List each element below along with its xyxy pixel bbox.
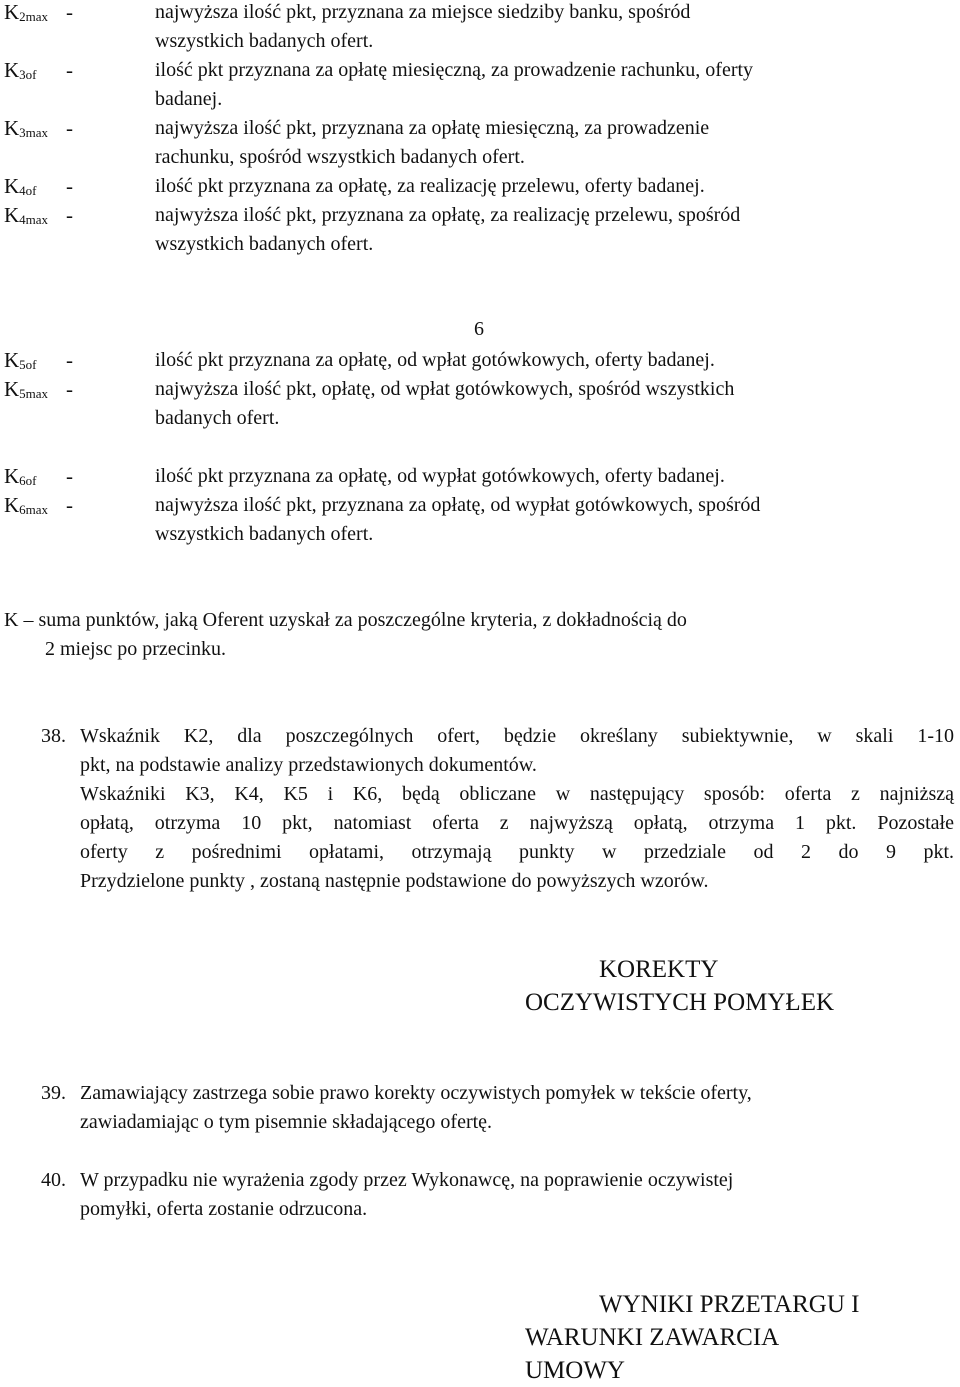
- page-number: 6: [474, 318, 484, 340]
- definition-text-line: ilość pkt przyznana za opłatę, od wypłat gotówkowych, oferty badanej.: [155, 465, 725, 487]
- definition-symbol: $K_{5max}$: [4, 377, 49, 401]
- definition-text-line: najwyższa ilość pkt, przyznana za opłatę, od wypłat gotówkowych, spośród: [155, 494, 761, 516]
- definition-dash: -: [66, 203, 73, 227]
- item-number: 39.: [41, 1082, 66, 1104]
- definition-symbol: $K_{4of}$: [4, 174, 37, 198]
- item-text-line: Wskaźnik K2, dla poszczególnych ofert, będzie określany subiektywnie, w skali 1-10: [80, 725, 954, 747]
- definition-dash: -: [66, 116, 73, 140]
- item-text-line: W przypadku nie wyrażenia zgody przez Wykonawcę, na poprawienie oczywistej: [80, 1169, 734, 1191]
- heading-line: UMOWY: [525, 1357, 625, 1384]
- item-text-line: zawiadamiając o tym pisemnie składającego ofertę.: [80, 1111, 493, 1133]
- definition-symbol: $K_{5of}$: [4, 348, 37, 372]
- definition-symbol: $K_{6max}$: [4, 493, 49, 517]
- definition-symbol: $K_{3of}$: [4, 58, 37, 82]
- item-number: 38.: [41, 725, 66, 747]
- heading-line: WARUNKI ZAWARCIA: [525, 1324, 780, 1351]
- definition-text-line: najwyższa ilość pkt, przyznana za opłatę miesięczną, za prowadzenie: [155, 117, 710, 139]
- definition-text-line: rachunku, spośród wszystkich badanych ofert.: [155, 146, 525, 168]
- definition-text-line: ilość pkt przyznana za opłatę, za realizację przelewu, oferty badanej.: [155, 175, 705, 197]
- definition-dash: -: [66, 464, 73, 488]
- definition-symbol: $K_{4max}$: [4, 203, 49, 227]
- item-text-line: Przydzielone punkty , zostaną następnie podstawione do powyższych wzorów.: [80, 870, 709, 892]
- k-sum-note-line: 2 miejsc po przecinku.: [45, 638, 227, 660]
- heading-line: KOREKTY: [599, 956, 719, 983]
- definition-text-line: ilość pkt przyznana za opłatę, od wpłat gotówkowych, oferty badanej.: [155, 349, 715, 371]
- definition-dash: -: [66, 493, 73, 517]
- item-number: 40.: [41, 1169, 66, 1191]
- definition-text-line: wszystkich badanych ofert.: [155, 233, 374, 255]
- heading-line: OCZYWISTYCH POMYŁEK: [525, 989, 835, 1016]
- item-text-line: Wskaźniki K3, K4, K5 i K6, będą obliczane w następujący sposób: oferta z najniższą: [80, 783, 954, 805]
- item-text-line: pkt, na podstawie analizy przedstawionych dokumentów.: [80, 754, 537, 776]
- definition-symbol: $K_{2max}$: [4, 0, 49, 24]
- definition-text-line: najwyższa ilość pkt, przyznana za miejsce siedziby banku, spośród: [155, 1, 691, 23]
- definition-symbol: $K_{6of}$: [4, 464, 37, 488]
- definition-text-line: ilość pkt przyznana za opłatę miesięczną, za prowadzenie rachunku, oferty: [155, 59, 754, 81]
- item-text-line: oferty z pośrednimi opłatami, otrzymają punkty w przedziale od 2 do 9 pkt.: [80, 841, 954, 863]
- definition-dash: -: [66, 0, 73, 24]
- heading-line: WYNIKI PRZETARGU I: [599, 1291, 860, 1318]
- definition-text-line: wszystkich badanych ofert.: [155, 523, 374, 545]
- definition-text-line: wszystkich badanych ofert.: [155, 30, 374, 52]
- item-text-line: pomyłki, oferta zostanie odrzucona.: [80, 1198, 368, 1220]
- definition-symbol: $K_{3max}$: [4, 116, 49, 140]
- item-text-line: opłatą, otrzyma 10 pkt, natomiast oferta z najwyższą opłatą, otrzyma 1 pkt. Pozostałe: [80, 812, 954, 834]
- definition-text-line: badanej.: [155, 88, 223, 110]
- definition-text-line: badanych ofert.: [155, 407, 280, 429]
- definition-dash: -: [66, 377, 73, 401]
- item-text-line: Zamawiający zastrzega sobie prawo korekty oczywistych pomyłek w tekście oferty,: [80, 1082, 752, 1104]
- k-sum-note-line: K – suma punktów, jaką Oferent uzyskał za poszczególne kryteria, z dokładnością do: [4, 609, 687, 631]
- definition-text-line: najwyższa ilość pkt, opłatę, od wpłat gotówkowych, spośród wszystkich: [155, 378, 735, 400]
- definition-dash: -: [66, 348, 73, 372]
- definition-dash: -: [66, 174, 73, 198]
- definition-dash: -: [66, 58, 73, 82]
- definition-text-line: najwyższa ilość pkt, przyznana za opłatę, za realizację przelewu, spośród: [155, 204, 741, 226]
